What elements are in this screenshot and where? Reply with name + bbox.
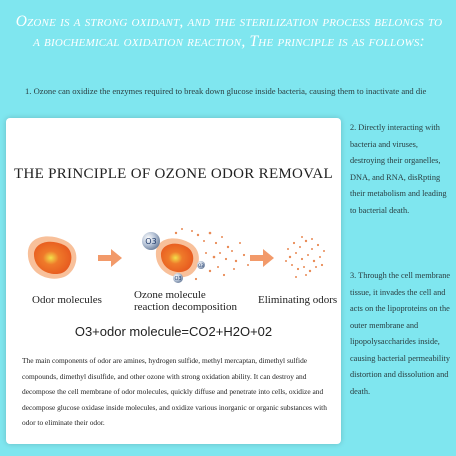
caption-reaction-line-1: Ozone molecule [134,289,206,301]
caption-reaction-line-2: reaction decomposition [134,301,237,313]
ozone-label: O3 [145,237,157,246]
odor-explanation: The main components of odor are amines, hydrogen sulfide, methyl mercaptan, dimethyl sulfide compounds, dimethyl disulfide, and other ozone with strong oxidation ability. It can destroy and decompose the cell membrane of odor molecules, quickly diffuse and penetrate into cells, oxidize and decompose glucose oxidase inside molecules, and oxidize various inorganic or organic substances with odor to eliminate their odor. [22,356,327,427]
ozone-label: O3 [198,263,204,268]
odor-molecule-icon [28,236,76,278]
ozone-sphere-icon [142,232,160,250]
reaction-equation: O3+odor molecule=CO2+H2O+02 [74,324,273,339]
arrow-right-icon [98,249,122,267]
point-2-text: 2. Directly interacting with bacteria and viruses, destroying their organelles, DNA, and RNA, disRpting their metabolism and leading to bacterial death. [350,123,447,215]
reaction-cell-icon [156,238,199,277]
caption-odor-molecules: Odor molecules [32,294,102,306]
principle-panel [6,118,341,444]
ozone-sphere-icon [173,273,183,283]
caption-eliminating-odors: Eliminating odors [258,294,338,306]
arrow-right-icon [250,249,274,267]
eliminated-odor-particles [285,236,325,278]
ozone-sphere-icon [197,261,205,269]
ozone-label: O3 [174,276,182,282]
headline: Ozone is a strong oxidant, and the sterilization process belongs to a biochemical oxidation reaction, The principle is as follows: [15,13,443,50]
point-1-text: 1. Ozone can oxidize the enzymes required to break down glucose inside bacteria, causing them to inactivate and die [25,86,427,96]
panel-title: THE PRINCIPLE OF OZONE ODOR REMOVAL [14,166,333,182]
point-3-text: 3. Through the cell membrane tissue, it invades the cell and acts on the lipoproteins on the outer membrane and lipopolysaccharides inside, causing bacterial permeability distortion and dissolution and death. [350,271,451,396]
